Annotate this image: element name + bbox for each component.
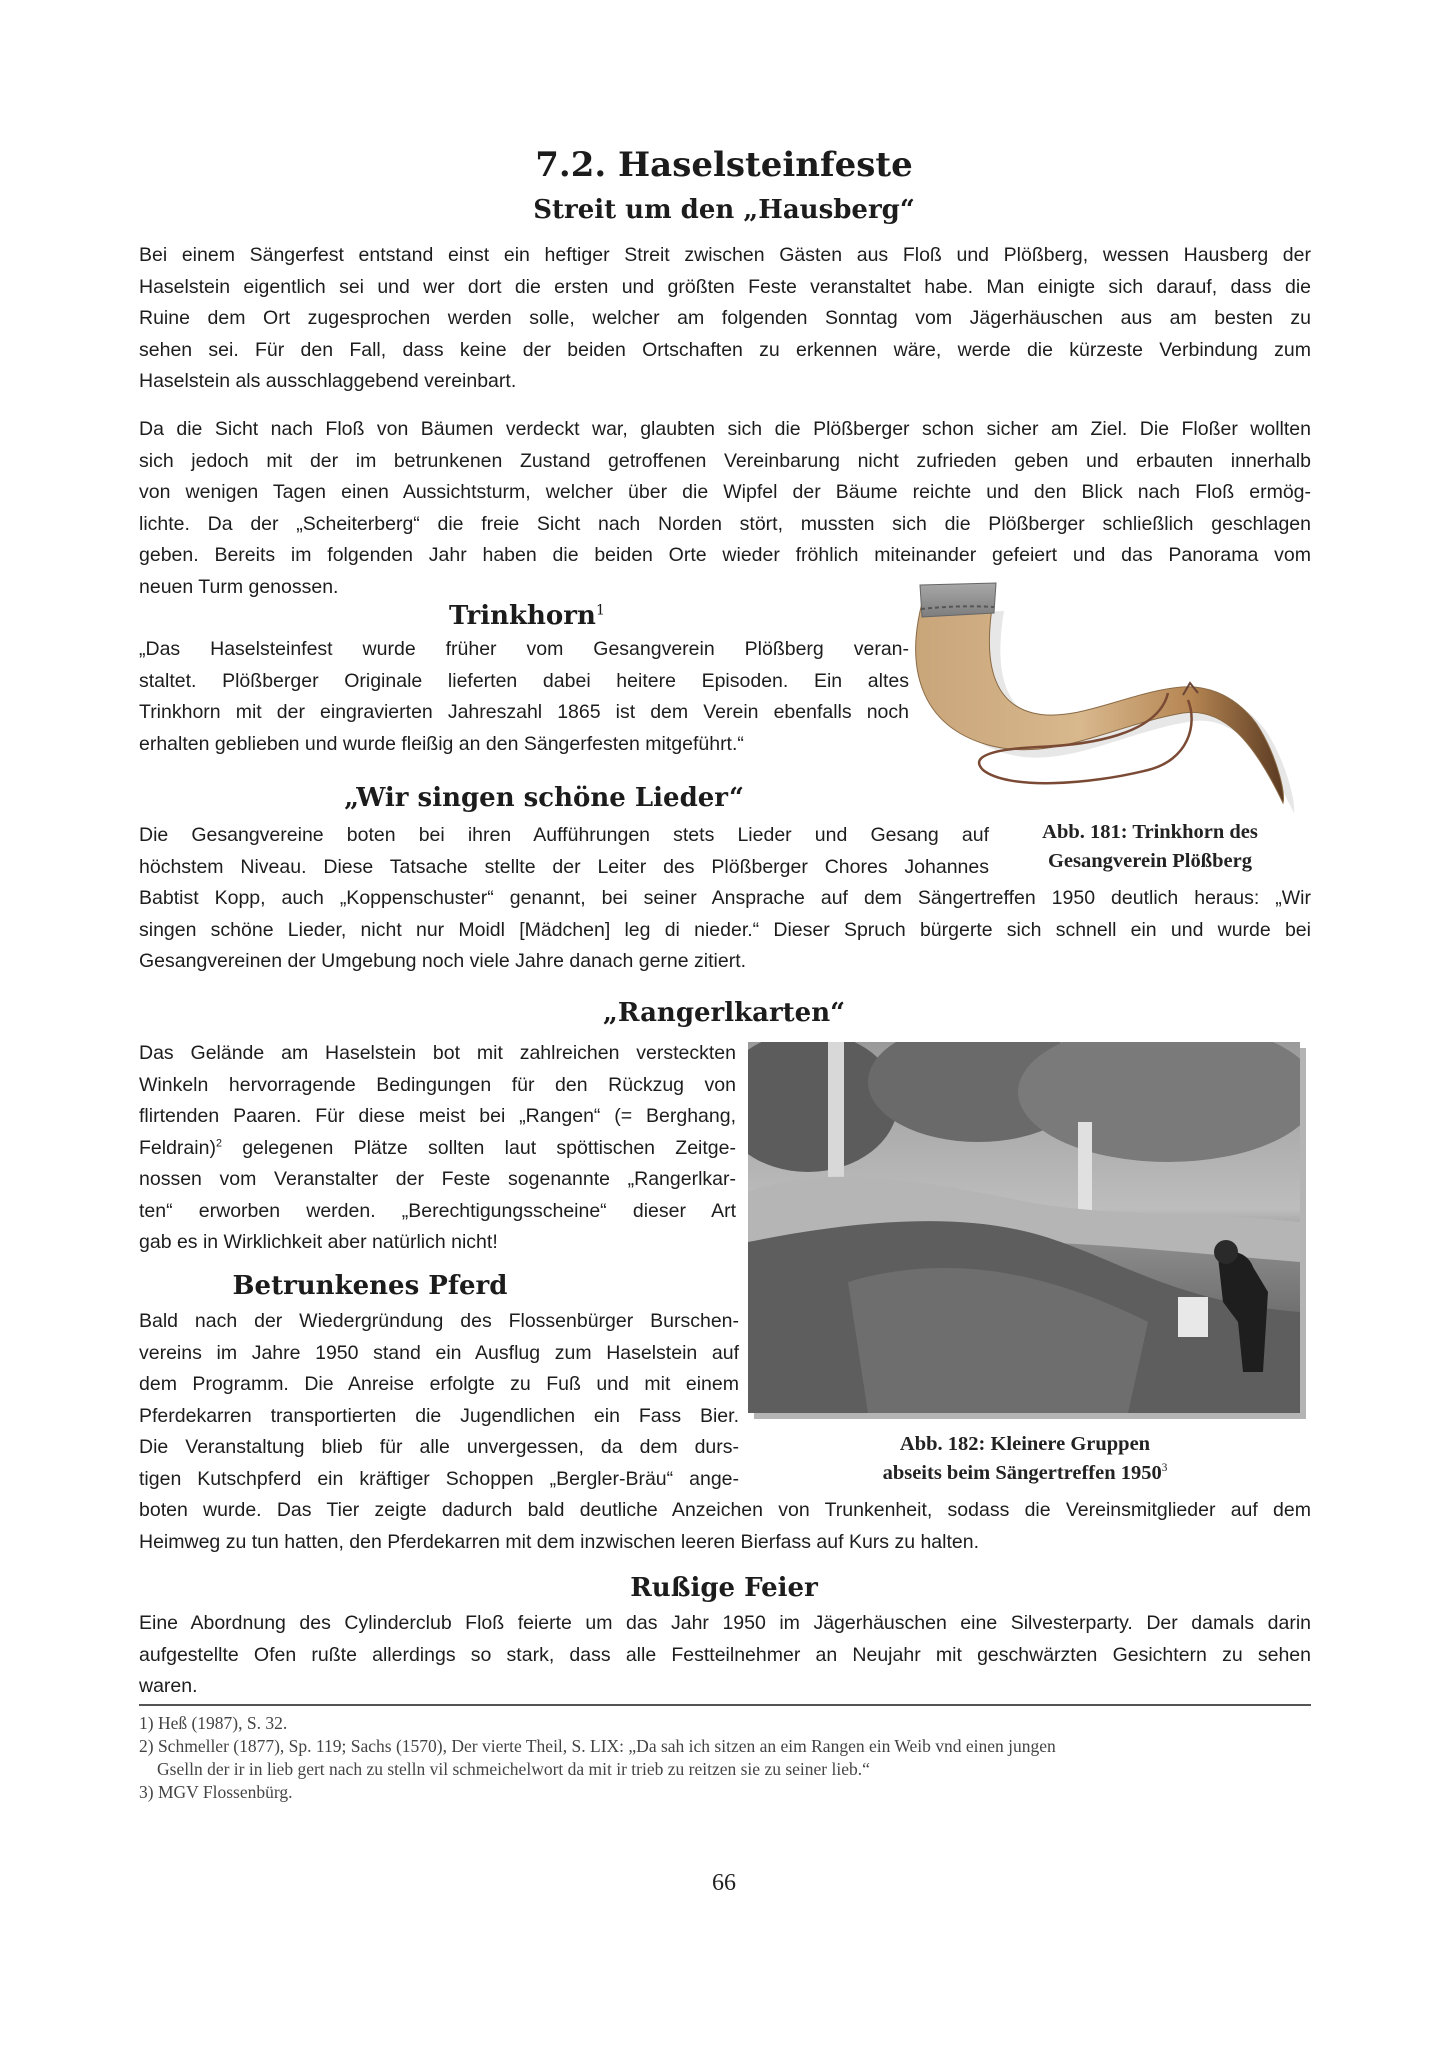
text-line: sehen sei. Für den Fall, dass keine der beiden Ortschaften zu erkennen wäre, werde die kürzeste Verbindung zum: [139, 338, 1311, 361]
heading-lieder: „Wir singen schöne Lieder“: [344, 783, 744, 813]
photo-icon: [748, 1042, 1300, 1413]
drinking-horn-icon: [888, 575, 1318, 825]
text-line: höchstem Niveau. Diese Tatsache stellte der Leiter des Plößberger Chores Johannes: [139, 855, 989, 878]
text-line: staltet. Plößberger Originale lieferten dabei heitere Episoden. Ein altes: [139, 669, 909, 692]
text-line: gab es in Wirklichkeit aber natürlich nicht!: [139, 1231, 498, 1253]
heading-hausberg: Streit um den „Hausberg“: [533, 195, 915, 225]
footnote-ref: 2: [215, 1137, 222, 1149]
text-line: Winkeln hervorragende Bedingungen für den Rückzug von: [139, 1073, 736, 1096]
figure-caption-181: [990, 818, 1310, 876]
footnote-ref: 1: [595, 602, 605, 619]
footnote-1: 1) Heß (1987), S. 32.: [139, 1713, 288, 1733]
paragraph-feier: [139, 1608, 1311, 1703]
hillside-gathering-photo: [748, 1042, 1300, 1413]
text-line: Gesangvereinen der Umgebung noch viele Jahre danach gerne zitiert.: [139, 950, 747, 972]
heading-trinkhorn: [139, 598, 915, 634]
text-line: Eine Abordnung des Cylinderclub Floß feierte um das Jahr 1950 im Jägerhäuschen eine Silvesterparty. Der damals darin: [139, 1612, 1311, 1634]
footnote-3: 3) MGV Flossenbürg.: [139, 1782, 293, 1802]
paragraph-lieder-narrow: [139, 820, 989, 883]
text-line: sich jedoch mit der im betrunkenen Zustand getroffenen Vereinbarung nicht zufrieden geben und erbauten innerhalb: [139, 449, 1311, 472]
text-line: neuen Turm genossen.: [139, 575, 339, 598]
heading-rangerlkarten: „Rangerlkarten“: [602, 998, 846, 1028]
text-line: Haselstein eigentlich sei und wer dort die ersten und größten Feste veranstaltet habe. Man einigte sich darauf, dass die: [139, 275, 1311, 298]
footnote-ref: 3: [1161, 1462, 1168, 1475]
text-line: Das Gelände am Haselstein bot mit zahlreichen versteckten: [139, 1042, 736, 1064]
text-line: boten wurde. Das Tier zeigte dadurch bald deutliche Anzeichen von Trunkenheit, sodass die Vereinsmitglieder auf dem: [139, 1499, 1311, 1521]
caption-line: Gesangverein Plößberg: [1047, 850, 1253, 872]
text-line: [139, 1133, 736, 1165]
text-line: Die Gesangvereine boten bei ihren Aufführungen stets Lieder und Gesang auf: [139, 824, 989, 846]
paragraph-lieder-full: [139, 883, 1311, 978]
drinking-horn-image: [888, 575, 1318, 825]
footnotes: [139, 1712, 1311, 1804]
text-line: Da die Sicht nach Floß von Bäumen verdeckt war, glaubten sich die Plößberger schon sicher am Ziel. Die Floßer wollten: [139, 418, 1311, 440]
text-line: Trinkhorn mit der eingravierten Jahreszahl 1865 ist dem Verein ebenfalls noch: [139, 701, 909, 723]
text-line: aufgestellte Ofen rußte allerdings so stark, dass alle Festteilnehmer an Neujahr mit geschwärzten Gesichtern zu sehen: [139, 1643, 1311, 1666]
footnote-2: 2) Schmeller (1877), Sp. 119; Sachs (1570), Der vierte Theil, S. LIX: „Da sah ich sitzen an eim Rangen ein Weib vnd einen jungen: [139, 1736, 1056, 1756]
text-line: Ruine dem Ort zugesprochen werden solle, welcher am folgenden Sonntag vom Jägerhäuschen aus am besten zu: [139, 307, 1311, 329]
paragraph-hausberg-1: [139, 240, 1311, 398]
text-line: flirtenden Paaren. Für diese meist bei „Rangen“ (= Berghang,: [139, 1105, 736, 1127]
text-line: Haselstein als ausschlaggebend vereinbart.: [139, 370, 517, 392]
footnote-divider: [139, 1704, 1311, 1706]
text-line: singen schöne Lieder, nicht nur Moidl [Mädchen] leg di nieder.“ Dieser Spruch bürgerte sich schnell ein und wurde bei: [139, 918, 1311, 941]
paragraph-pferd-full: [139, 1495, 1311, 1558]
caption-text: abseits beim Sängertreffen 1950: [882, 1462, 1162, 1484]
caption-line: Abb. 181: Trinkhorn des: [1042, 821, 1258, 843]
heading-feier: Rußige Feier: [630, 1573, 818, 1603]
text-line: Heimweg zu tun hatten, den Pferdekarren mit dem inzwischen leeren Bierfass auf Kurs zu halten.: [139, 1530, 980, 1553]
text-line: Bei einem Sängerfest entstand einst ein heftiger Streit zwischen Gästen aus Floß und Plößberg, wessen Hausberg der: [139, 244, 1311, 266]
text-line: waren.: [139, 1675, 198, 1697]
text-line: vereins im Jahre 1950 stand ein Ausflug zum Haselstein auf: [139, 1341, 739, 1364]
text-fragment: gelegenen Plätze sollten laut spöttischen Zeitge-: [242, 1136, 736, 1159]
text-line: von wenigen Tagen einen Aussichtsturm, welcher über die Wipfel der Bäume reichte und den Blick nach Floß ermög-: [139, 481, 1311, 503]
paragraph-pferd-narrow: [139, 1306, 739, 1495]
text-line: geben. Bereits im folgenden Jahr haben die beiden Orte wieder fröhlich miteinander gefeiert und das Panorama vom: [139, 544, 1311, 566]
footnote-2-continued: Gselln der ir in lieb gert nach zu stelln vil schmeichelwort da mit ir trieb zu reitzen sie zu seiner lieb.“: [157, 1759, 870, 1779]
heading-pferd: Betrunkenes Pferd: [232, 1271, 508, 1301]
text-line: „Das Haselsteinfest wurde früher vom Gesangverein Plößberg veran-: [139, 638, 909, 660]
text-line: tigen Kutschpferd ein kräftiger Schoppen „Bergler-Bräu“ ange-: [139, 1467, 739, 1490]
text-line: Bald nach der Wiedergründung des Flossenbürger Burschen-: [139, 1310, 739, 1332]
figure-caption-182: [820, 1430, 1230, 1488]
text-fragment: Feldrain): [139, 1136, 216, 1159]
section-title: 7.2. Haselsteinfeste: [535, 145, 913, 185]
caption-line: [820, 1459, 1230, 1488]
text-line: erhalten geblieben und wurde fleißig an den Sängerfesten mitgeführt.“: [139, 732, 744, 755]
text-line: dem Programm. Die Anreise erfolgte zu Fuß und mit einem: [139, 1373, 739, 1395]
page-number: 66: [712, 1870, 736, 1896]
heading-text: Trinkhorn: [449, 601, 596, 631]
paragraph-trinkhorn: [139, 634, 909, 760]
text-line: ten“ erworben werden. „Berechtigungsscheine“ dieser Art: [139, 1199, 736, 1222]
text-line: Die Veranstaltung blieb für alle unvergessen, da dem durs-: [139, 1436, 739, 1458]
text-line: nossen vom Veranstalter der Feste sogenannte „Rangerlkar-: [139, 1168, 736, 1190]
text-line: Babtist Kopp, auch „Koppenschuster“ genannt, bei seiner Ansprache auf dem Sängertreffen 1950 deutlich heraus: „Wir: [139, 887, 1311, 909]
text-line: Pferdekarren transportierten die Jugendlichen ein Fass Bier.: [139, 1404, 739, 1427]
paragraph-rangerlkarten: [139, 1038, 736, 1259]
text-line: lichte. Da der „Scheiterberg“ die freie Sicht nach Norden stört, mussten sich die Plößberger schließlich geschlagen: [139, 512, 1311, 535]
caption-line: Abb. 182: Kleinere Gruppen: [899, 1433, 1151, 1455]
